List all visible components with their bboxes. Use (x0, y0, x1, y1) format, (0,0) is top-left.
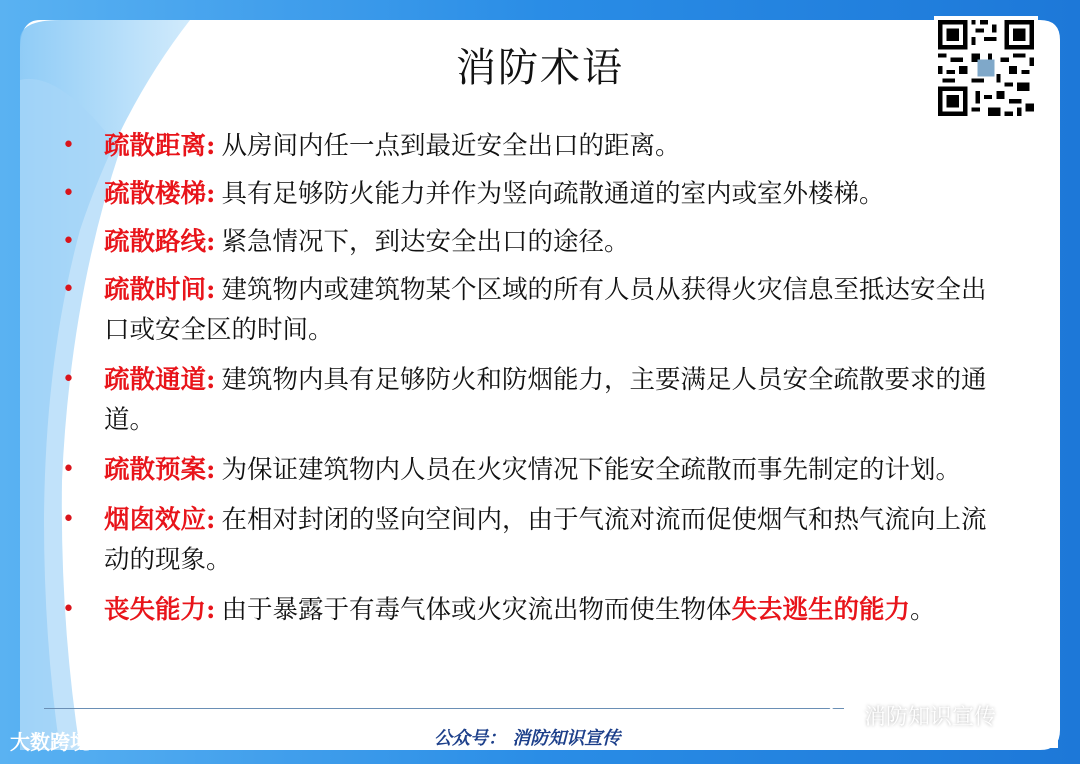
term-name: 疏散路线 (104, 227, 207, 257)
term-name: 烟囱效应 (104, 505, 207, 535)
term-definition: 紧急情况下，到达安全出口的途径。 (221, 227, 630, 257)
term-item (58, 450, 1008, 490)
term-definition: 在相对封闭的竖向空间内，由于气流对流而促使烟气和热气流向上流动的现象。 (104, 505, 987, 575)
term-definition: 从房间内任一点到最近安全出口的距离。 (221, 131, 681, 161)
term-colon: : (206, 455, 216, 485)
term-colon: : (206, 505, 216, 535)
term-definition: 具有足够防火能力并作为竖向疏散通道的室内或室外楼梯。 (221, 179, 885, 209)
term-definition-tail: 。 (909, 595, 936, 625)
term-name: 丧失能力 (104, 595, 207, 625)
wechat-icon (828, 703, 858, 729)
term-definition: 建筑物内或建筑物某个区域的所有人员从获得火灾信息至抵达安全出口或安全区的时间。 (104, 275, 987, 345)
term-item (58, 500, 1008, 580)
bullet-icon: • (62, 457, 75, 482)
watermark-right (828, 700, 996, 731)
term-colon: : (206, 275, 216, 305)
term-colon: : (206, 131, 216, 161)
term-item (58, 590, 1008, 630)
term-highlight: 失去逃生的能力 (731, 595, 910, 625)
bullet-icon: • (62, 181, 75, 206)
term-colon: : (206, 179, 216, 209)
term-item (58, 222, 1008, 262)
term-definition: 为保证建筑物内人员在火灾情况下能安全疏散而事先制定的计划。 (221, 455, 961, 485)
watermark-right-text: 消防知识宣传 (864, 705, 997, 730)
slide-title: 消防术语 (456, 45, 624, 91)
term-list (58, 126, 1008, 640)
term-name: 疏散距离 (104, 131, 207, 161)
term-name: 疏散通道 (104, 365, 207, 395)
term-name: 疏散楼梯 (104, 179, 207, 209)
footer-divider (44, 708, 844, 709)
bullet-icon: • (62, 277, 75, 302)
term-name: 疏散时间 (104, 275, 207, 305)
term-colon: : (206, 595, 216, 625)
term-item (58, 270, 1008, 350)
bullet-icon: • (62, 133, 75, 158)
term-definition: 由于暴露于有毒气体或火灾流出物而使生物体 (221, 595, 732, 625)
footer-account: 公众号： 消防知识宣传 (434, 728, 621, 749)
term-colon: : (206, 365, 216, 395)
watermark-left-text: 大数跨境 (10, 730, 90, 754)
term-name: 疏散预案 (104, 455, 207, 485)
bullet-icon: • (62, 229, 75, 254)
term-item (58, 126, 1008, 166)
term-item (58, 360, 1008, 440)
term-colon: : (206, 227, 216, 257)
term-item (58, 174, 1008, 214)
watermark-left (10, 726, 90, 755)
qr-code-image (934, 16, 1038, 120)
bullet-icon: • (62, 597, 75, 622)
bullet-icon: • (62, 507, 75, 532)
bullet-icon: • (62, 367, 75, 392)
term-definition: 建筑物内具有足够防火和防烟能力，主要满足人员安全疏散要求的通道。 (104, 365, 987, 435)
